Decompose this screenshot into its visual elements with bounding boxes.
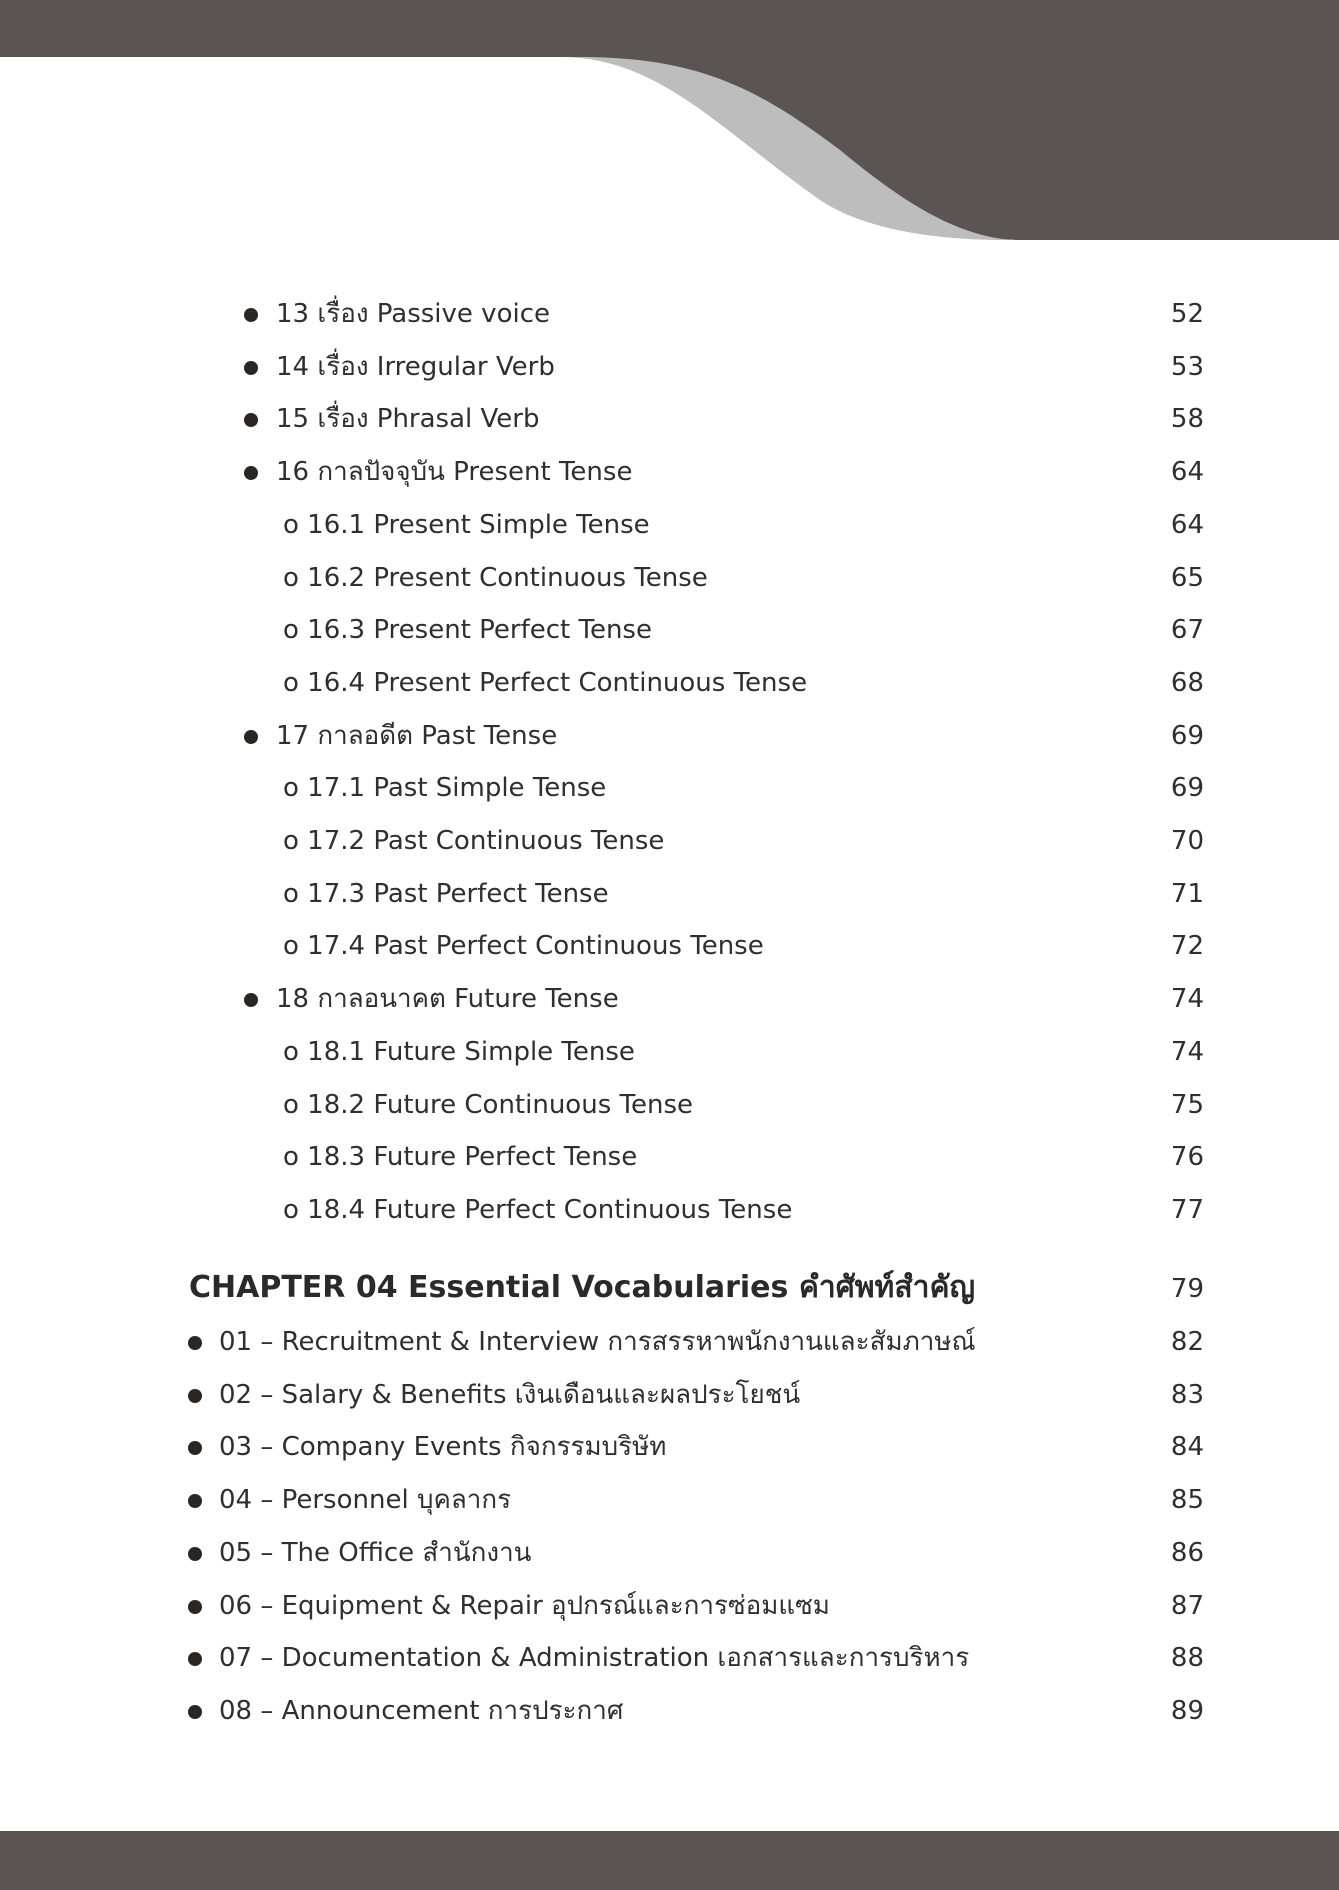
chapter-page-number: 79	[1170, 1274, 1204, 1304]
toc-entry-page: 58	[1170, 404, 1204, 435]
toc-entry-page: 64	[1170, 509, 1204, 540]
chapter-item[interactable]	[0, 1632, 1339, 1684]
toc-subentry[interactable]	[0, 815, 1339, 867]
toc-entry-label: o 17.2 Past Continuous Tense	[283, 826, 665, 856]
toc-entry-page: 77	[1170, 1194, 1204, 1225]
chapter-item[interactable]	[0, 1369, 1339, 1421]
bullet-icon	[244, 466, 258, 480]
toc-subentry[interactable]	[0, 657, 1339, 709]
toc-entry[interactable]	[0, 341, 1339, 393]
toc-entry-page: 68	[1170, 667, 1204, 698]
toc-entry[interactable]	[0, 288, 1339, 340]
header-top-band	[0, 0, 1339, 57]
toc-entry-label: o 18.2 Future Continuous Tense	[283, 1089, 693, 1120]
toc-entry-label: o 16.1 Present Simple Tense	[283, 509, 650, 540]
chapter-item-page: 86	[1170, 1537, 1204, 1568]
toc-entry-label: o 17.4 Past Perfect Continuous Tense	[283, 931, 764, 962]
chapter-item-page: 82	[1170, 1327, 1204, 1357]
toc-entry-label: 16 กาลปัจจุบัน Present Tense	[276, 457, 633, 488]
bullet-icon	[188, 1389, 202, 1403]
chapter-item[interactable]	[0, 1421, 1339, 1473]
toc-entry-page: 70	[1170, 826, 1204, 856]
chapter-item-page: 84	[1170, 1432, 1204, 1463]
toc-entry-label: 13 เรื่อง Passive voice	[276, 299, 550, 329]
chapter-title: CHAPTER 04 Essential Vocabularies คำศัพท์สำคัญ	[189, 1270, 976, 1305]
toc-entry-label: o 16.4 Present Perfect Continuous Tense	[283, 667, 808, 698]
toc-subentry[interactable]	[0, 920, 1339, 972]
bullet-icon	[244, 361, 258, 375]
toc-subentry[interactable]	[0, 604, 1339, 656]
chapter-item-page: 85	[1170, 1485, 1204, 1516]
toc-entry-page: 69	[1170, 720, 1204, 751]
toc-entry-page: 74	[1170, 1036, 1204, 1067]
toc-entry-page: 52	[1170, 299, 1204, 329]
chapter-item-label: 04 – Personnel บุคลากร	[219, 1485, 512, 1516]
toc-entry-label: 17 กาลอดีต Past Tense	[276, 720, 558, 751]
toc-entry-label: o 18.4 Future Perfect Continuous Tense	[283, 1194, 793, 1225]
toc-subentry[interactable]	[0, 552, 1339, 604]
chapter-item[interactable]	[0, 1580, 1339, 1632]
toc-entry-page: 65	[1170, 562, 1204, 593]
chapter-item-page: 88	[1170, 1643, 1204, 1674]
toc-entry-page: 64	[1170, 457, 1204, 488]
toc-entry-page: 75	[1170, 1089, 1204, 1120]
chapter-item-label: 08 – Announcement การประกาศ	[219, 1695, 624, 1726]
bullet-icon	[188, 1441, 202, 1455]
toc-entry-page: 69	[1170, 773, 1204, 804]
chapter-item-label: 02 – Salary & Benefits เงินเดือนและผลประโยชน์	[219, 1379, 801, 1410]
bullet-icon	[188, 1494, 202, 1508]
chapter-item[interactable]	[0, 1685, 1339, 1737]
bullet-icon	[188, 1336, 202, 1350]
toc-entry-label: o 16.3 Present Perfect Tense	[283, 615, 652, 646]
toc-entry[interactable]	[0, 393, 1339, 445]
bullet-icon	[244, 730, 258, 744]
bullet-icon	[244, 993, 258, 1007]
toc-entry-label: o 17.1 Past Simple Tense	[283, 773, 607, 804]
toc-entry-page: 71	[1170, 878, 1204, 909]
toc-entry-label: 18 กาลอนาคต Future Tense	[276, 984, 619, 1015]
toc-subentry[interactable]	[0, 762, 1339, 814]
chapter-item[interactable]	[0, 1474, 1339, 1526]
toc-entry-label: o 18.3 Future Perfect Tense	[283, 1142, 638, 1173]
toc-subentry[interactable]	[0, 1026, 1339, 1078]
header-decoration	[0, 0, 1339, 245]
toc-subentry[interactable]	[0, 1079, 1339, 1131]
bullet-icon	[244, 308, 258, 322]
chapter-item[interactable]	[0, 1527, 1339, 1579]
chapter-heading-row[interactable]	[0, 1261, 1339, 1317]
bullet-icon	[188, 1600, 202, 1614]
bullet-icon	[188, 1547, 202, 1561]
toc-subentry[interactable]	[0, 868, 1339, 920]
chapter-item-label: 01 – Recruitment & Interview การสรรหาพนักงานและสัมภาษณ์	[219, 1327, 976, 1357]
toc-entry-page: 67	[1170, 615, 1204, 646]
chapter-item-page: 83	[1170, 1379, 1204, 1410]
toc-entry-label: o 17.3 Past Perfect Tense	[283, 878, 609, 909]
toc-entry-page: 74	[1170, 984, 1204, 1015]
chapter-item-label: 07 – Documentation & Administration เอกสารและการบริหาร	[219, 1643, 970, 1674]
footer-band	[0, 1831, 1339, 1890]
toc-entry-label: o 16.2 Present Continuous Tense	[283, 562, 708, 593]
toc-entry[interactable]	[0, 710, 1339, 762]
chapter-item-page: 87	[1170, 1590, 1204, 1621]
toc-entry-label: 15 เรื่อง Phrasal Verb	[276, 404, 540, 435]
toc-subentry[interactable]	[0, 499, 1339, 551]
toc-entry-page: 76	[1170, 1142, 1204, 1173]
toc-entry-label: o 18.1 Future Simple Tense	[283, 1036, 635, 1067]
bullet-icon	[244, 413, 258, 427]
toc-subentry[interactable]	[0, 1184, 1339, 1236]
bullet-icon	[188, 1705, 202, 1719]
chapter-item[interactable]	[0, 1316, 1339, 1368]
chapter-item-label: 03 – Company Events กิจกรรมบริษัท	[219, 1432, 667, 1463]
chapter-item-label: 05 – The Office สำนักงาน	[219, 1537, 532, 1568]
toc-entry-label: 14 เรื่อง Irregular Verb	[276, 351, 555, 382]
toc-subentry[interactable]	[0, 1131, 1339, 1183]
chapter-item-label: 06 – Equipment & Repair อุปกรณ์และการซ่อมแซม	[219, 1590, 830, 1621]
bullet-icon	[188, 1652, 202, 1666]
toc-entry[interactable]	[0, 973, 1339, 1025]
toc-entry[interactable]	[0, 446, 1339, 498]
chapter-item-page: 89	[1170, 1695, 1204, 1726]
toc-entry-page: 53	[1170, 351, 1204, 382]
toc-entry-page: 72	[1170, 931, 1204, 962]
